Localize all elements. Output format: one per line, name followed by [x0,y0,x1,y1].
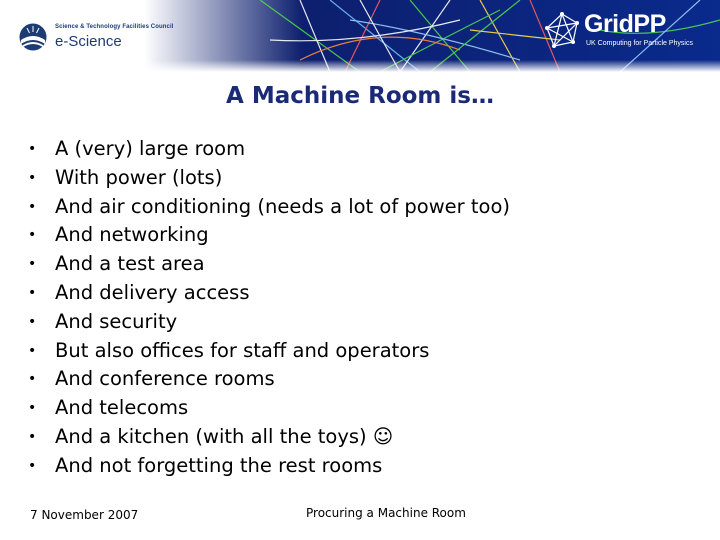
bullet-text: And security [55,309,178,333]
bullet-icon: • [28,371,37,388]
bullet-item [28,394,510,423]
bullet-item [28,452,510,481]
bullet-icon: • [28,313,37,330]
bullet-item [28,193,510,222]
escience-wordmark: e-Science [55,33,122,50]
bullet-item [28,423,510,452]
gridpp-logo-icon [542,10,582,50]
bullet-icon: • [28,284,37,301]
bullet-icon: • [28,256,37,273]
bullet-list [28,135,510,481]
banner-fade [0,60,720,72]
bullet-item [28,164,510,193]
bullet-item [28,365,510,394]
bullet-text: And delivery access [55,280,250,304]
bullet-item [28,308,510,337]
bullet-item [28,135,510,164]
gridpp-tagline: UK Computing for Particle Physics [586,40,693,47]
bullet-text: With power (lots) [55,165,223,189]
footer-date: 7 November 2007 [30,508,139,522]
bullet-text: And a kitchen (with all the toys) ☺ [55,424,394,448]
bullet-text: And networking [55,223,209,247]
bullet-item [28,221,510,250]
bullet-item [28,337,510,366]
bullet-icon: • [28,169,37,186]
bullet-item [28,279,510,308]
bullet-icon: • [28,227,37,244]
bullet-text: And a test area [55,252,205,276]
stfc-logo-icon [18,22,48,52]
bullet-text: And not forgetting the rest rooms [55,453,383,477]
header-banner [0,0,720,72]
bullet-icon: • [28,342,37,359]
bullet-text: And telecoms [55,396,189,420]
bullet-text: And air conditioning (needs a lot of power too) [55,194,510,218]
bullet-icon: • [28,141,37,157]
bullet-icon: • [28,457,37,474]
bullet-text: But also offices for staff and operators [55,338,430,362]
slide-title: A Machine Room is… [226,83,494,109]
bullet-text: A (very) large room [55,137,246,160]
bullet-icon: • [28,400,37,417]
bullet-icon: • [28,198,37,215]
bullet-item [28,250,510,279]
footer-title: Procuring a Machine Room [306,506,466,520]
bullet-text: And conference rooms [55,367,275,391]
org-name: Science & Technology Facilities Council [55,24,174,30]
gridpp-wordmark: GridPP [584,10,666,38]
bullet-icon: • [28,428,37,445]
